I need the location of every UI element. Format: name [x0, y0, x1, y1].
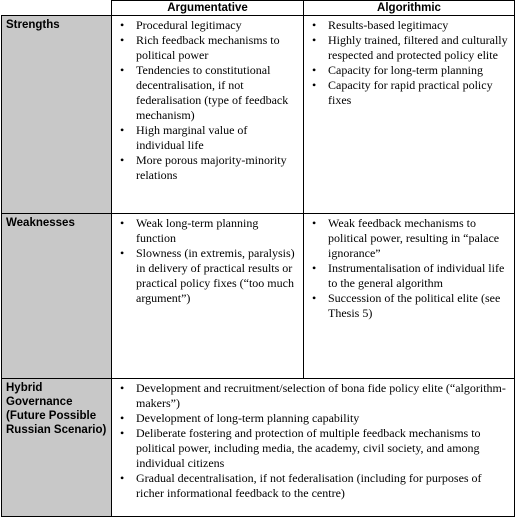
header-corner-cell — [2, 1, 112, 16]
weaknesses-row — [2, 214, 515, 379]
weaknesses-argumentative-list — [112, 216, 303, 306]
list-item: • Weak long-term planning function — [112, 216, 299, 246]
comparison-table — [1, 0, 515, 517]
strengths-row — [2, 16, 515, 214]
header-row — [2, 1, 515, 16]
list-item: • Results-based legitimacy — [304, 18, 510, 33]
list-item: • Tendencies to constitutional decentralisation, if not federalisation (type of feedback mechanism) — [112, 63, 299, 123]
list-item: • Slowness (in extremis, paralysis) in delivery of practical results or practical policy fixes (“too much argument”) — [112, 246, 299, 306]
hybrid-cell — [112, 379, 515, 517]
list-item: • Instrumentalisation of individual life to the general algorithm — [304, 261, 510, 291]
header-argumentative: Argumentative — [112, 1, 304, 16]
list-item: • Rich feedback mechanisms to political power — [112, 33, 299, 63]
header-algorithmic: Algorithmic — [304, 1, 515, 16]
strengths-argumentative-list — [112, 18, 303, 183]
hybrid-list — [112, 381, 514, 501]
strengths-algorithmic-cell — [304, 16, 515, 214]
list-item: • Highly trained, filtered and culturally respected and protected policy elite — [304, 33, 510, 63]
row-label-weaknesses: Weaknesses — [2, 214, 112, 379]
row-label-hybrid: Hybrid Governance (Future Possible Russian Scenario) — [2, 379, 112, 517]
hybrid-row — [2, 379, 515, 517]
list-item: • Development and recruitment/selection of bona fide policy elite (“algorithm-makers”) — [112, 381, 510, 411]
list-item: • Gradual decentralisation, if not federalisation (including for purposes of richer informational feedback to the centre) — [112, 471, 510, 501]
strengths-algorithmic-list — [304, 18, 514, 108]
list-item: • Capacity for long-term planning — [304, 63, 510, 78]
list-item: • Deliberate fostering and protection of multiple feedback mechanisms to political power, including media, the academy, civil society, and among individual citizens — [112, 426, 510, 471]
list-item: • Weak feedback mechanisms to political power, resulting in “palace ignorance” — [304, 216, 510, 261]
list-item: • High marginal value of individual life — [112, 123, 299, 153]
strengths-argumentative-cell — [112, 16, 304, 214]
list-item: • Succession of the political elite (see Thesis 5) — [304, 291, 510, 321]
list-item: • Procedural legitimacy — [112, 18, 299, 33]
list-item: • Development of long-term planning capability — [112, 411, 510, 426]
weaknesses-algorithmic-list — [304, 216, 514, 321]
list-item: • Capacity for rapid practical policy fixes — [304, 78, 510, 108]
row-label-strengths: Strengths — [2, 16, 112, 214]
list-item: • More porous majority-minority relations — [112, 153, 299, 183]
weaknesses-algorithmic-cell — [304, 214, 515, 379]
weaknesses-argumentative-cell — [112, 214, 304, 379]
